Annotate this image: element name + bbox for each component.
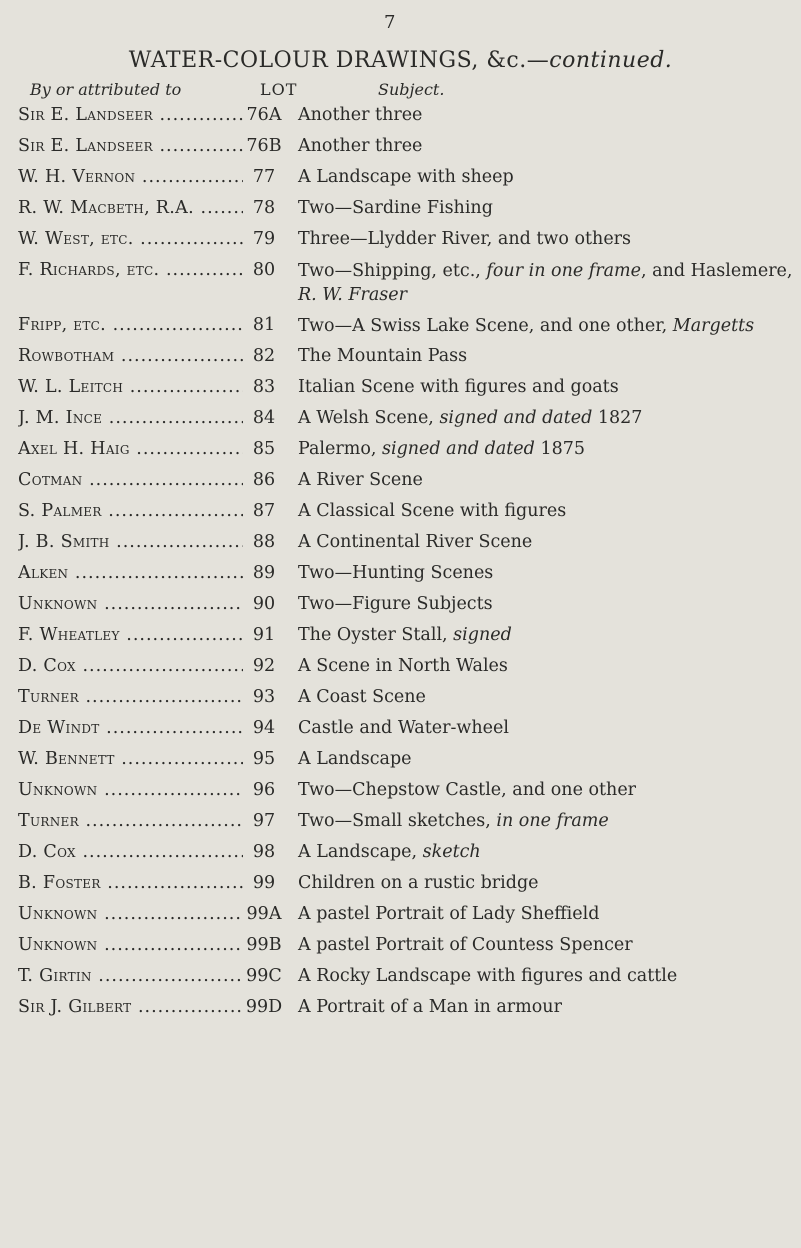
- lot-number: 91: [252, 625, 276, 645]
- lot-number: 86: [252, 470, 276, 490]
- column-headers: [0, 80, 801, 102]
- lot-number: 99D: [245, 997, 283, 1017]
- lot-artist: J. B. Smith .....: [18, 527, 243, 558]
- lot-subject: [298, 496, 793, 527]
- lot-artist: B. Foster .....: [18, 868, 243, 899]
- lot-row: [0, 465, 801, 496]
- lot-subject-text: A Classical Scene with figures: [298, 501, 567, 521]
- lot-number: 89: [252, 563, 276, 583]
- lot-row: [0, 713, 801, 744]
- lot-number: 90: [252, 594, 276, 614]
- lot-number: 99B: [246, 935, 282, 955]
- lot-number: 80: [252, 260, 276, 280]
- lot-number: 93: [252, 687, 276, 707]
- lot-subject-text: A River Scene: [298, 470, 423, 490]
- lot-subject: [298, 806, 793, 837]
- lot-subject-text: The Oyster Stall,: [298, 625, 454, 645]
- lot-subject-text: Two—Sardine Fishing: [298, 198, 493, 218]
- lot-artist: Unknown .....: [18, 775, 243, 806]
- lot-row: [0, 310, 801, 341]
- lot-subject-text: Two—Chepstow Castle, and one other: [298, 780, 637, 800]
- lot-subject-italic: signed and dated: [382, 439, 535, 459]
- lot-number: 88: [252, 532, 276, 552]
- lot-row: [0, 496, 801, 527]
- lot-subject-italic: sketch: [422, 842, 481, 862]
- lot-number: 98: [252, 842, 276, 862]
- lot-row: [0, 341, 801, 372]
- lot-number: 99C: [246, 966, 282, 986]
- lot-subject: [298, 992, 793, 1023]
- lot-artist: F. Richards, etc. .....: [18, 255, 243, 286]
- lot-subject-text: Another three: [298, 105, 423, 125]
- lot-subject: [298, 131, 793, 162]
- lot-row: [0, 992, 801, 1023]
- lot-row: [0, 806, 801, 837]
- catalogue-list: [0, 100, 801, 1023]
- lot-subject: [298, 899, 793, 930]
- lot-subject: [298, 930, 793, 961]
- lot-subject: [298, 341, 793, 372]
- lot-number: 83: [252, 377, 276, 397]
- lot-subject-italic: Margetts: [672, 316, 755, 336]
- lot-artist: Alken .....: [18, 558, 243, 589]
- lot-number: 81: [252, 315, 276, 335]
- lot-subject: [298, 620, 793, 651]
- lot-artist: W. H. Vernon .....: [18, 162, 243, 193]
- lot-subject-text: A Landscape,: [298, 842, 423, 862]
- lot-artist: D. Cox .....: [18, 837, 243, 868]
- column-header-lot: LOT: [260, 80, 298, 99]
- lot-subject: [298, 744, 793, 775]
- lot-subject-text: Two—Small sketches,: [298, 811, 497, 831]
- lot-row: [0, 527, 801, 558]
- lot-artist: T. Girtin .....: [18, 961, 243, 992]
- lot-subject-text: A pastel Portrait of Lady Sheffield: [298, 904, 600, 924]
- lot-subject: [298, 372, 793, 403]
- lot-subject-text: A Rocky Landscape with figures and cattle: [298, 966, 678, 986]
- lot-subject-text: Two—Hunting Scenes: [298, 563, 494, 583]
- lot-number: 77: [252, 167, 276, 187]
- lot-subject-italic: signed and dated: [439, 408, 593, 428]
- lot-artist: J. M. Ince .....: [18, 403, 243, 434]
- lot-subject: [298, 434, 793, 465]
- section-title: WATER-COLOUR DRAWINGS, &c.—: [128, 48, 550, 73]
- column-header-subject: Subject.: [378, 80, 445, 99]
- lot-row: [0, 899, 801, 930]
- lot-artist: W. L. Leitch .....: [18, 372, 243, 403]
- lot-subject-text: Two—A Swiss Lake Scene, and one other,: [298, 316, 673, 336]
- lot-number: 99A: [246, 904, 282, 924]
- lot-subject: [298, 837, 793, 868]
- lot-subject: [298, 100, 793, 131]
- lot-subject: [298, 255, 793, 310]
- lot-row: [0, 403, 801, 434]
- lot-row: [0, 744, 801, 775]
- lot-artist: Unknown .....: [18, 930, 243, 961]
- lot-subject-text: Two—Shipping, etc.,: [298, 261, 487, 281]
- lot-number: 79: [252, 229, 276, 249]
- lot-artist: Rowbotham .....: [18, 341, 243, 372]
- lot-row: [0, 255, 801, 310]
- lot-artist: Sir E. Landseer .....: [18, 131, 243, 162]
- lot-row: [0, 224, 801, 255]
- lot-subject: [298, 868, 793, 899]
- lot-artist: R. W. Macbeth, R.A. .....: [18, 193, 243, 224]
- lot-subject: [298, 682, 793, 713]
- lot-artist: De Windt .....: [18, 713, 243, 744]
- lot-artist: Cotman .....: [18, 465, 243, 496]
- lot-number: 99: [252, 873, 276, 893]
- lot-number: 84: [252, 408, 276, 428]
- lot-subject-italic: in one frame: [496, 811, 609, 831]
- lot-subject-text: Italian Scene with figures and goats: [298, 377, 619, 397]
- lot-row: [0, 620, 801, 651]
- lot-row: [0, 100, 801, 131]
- lot-subject-italic: signed: [453, 625, 512, 645]
- lot-artist: Axel H. Haig .....: [18, 434, 243, 465]
- lot-subject: [298, 310, 793, 341]
- lot-number: 78: [252, 198, 276, 218]
- lot-row: [0, 434, 801, 465]
- lot-subject: [298, 589, 793, 620]
- lot-subject: [298, 775, 793, 806]
- lot-subject: [298, 961, 793, 992]
- lot-subject-text: Two—Figure Subjects: [298, 594, 493, 614]
- lot-subject: [298, 193, 793, 224]
- lot-artist: Unknown .....: [18, 899, 243, 930]
- lot-subject-text: Three—Llydder River, and two others: [298, 229, 632, 249]
- lot-row: [0, 961, 801, 992]
- lot-subject-text: Another three: [298, 136, 423, 156]
- lot-row: [0, 162, 801, 193]
- lot-artist: Sir E. Landseer .....: [18, 100, 243, 131]
- lot-artist: Fripp, etc. .....: [18, 310, 243, 341]
- lot-subject-text: A pastel Portrait of Countess Spencer: [298, 935, 633, 955]
- lot-subject-italic: four in one frame: [486, 261, 642, 281]
- lot-subject-text: Palermo,: [298, 439, 382, 459]
- lot-row: [0, 930, 801, 961]
- lot-subject-text: , and Haslemere,: [641, 261, 793, 281]
- lot-artist: Turner .....: [18, 806, 243, 837]
- lot-subject-text: A Landscape with sheep: [298, 167, 514, 187]
- lot-number: 95: [252, 749, 276, 769]
- lot-subject: [298, 403, 793, 434]
- lot-subject: [298, 651, 793, 682]
- lot-row: [0, 193, 801, 224]
- lot-number: 94: [252, 718, 276, 738]
- lot-subject-text: A Portrait of a Man in armour: [298, 997, 562, 1017]
- lot-row: [0, 868, 801, 899]
- section-continued: continued.: [549, 48, 673, 73]
- section-heading: [0, 48, 801, 73]
- lot-subject: [298, 527, 793, 558]
- lot-number: 97: [252, 811, 276, 831]
- lot-row: [0, 651, 801, 682]
- lot-subject: [298, 465, 793, 496]
- lot-artist: D. Cox .....: [18, 651, 243, 682]
- lot-artist: Turner .....: [18, 682, 243, 713]
- lot-row: [0, 682, 801, 713]
- lot-row: [0, 837, 801, 868]
- lot-artist: W. West, etc. .....: [18, 224, 243, 255]
- lot-subject-text: The Mountain Pass: [298, 346, 468, 366]
- lot-number: 76B: [246, 136, 282, 156]
- lot-row: [0, 131, 801, 162]
- lot-subject-text: Castle and Water-wheel: [298, 718, 509, 738]
- lot-subject-text: A Welsh Scene,: [298, 408, 440, 428]
- lot-subject-italic: R. W. Fraser: [298, 285, 407, 305]
- lot-number: 92: [252, 656, 276, 676]
- lot-row: [0, 589, 801, 620]
- lot-row: [0, 775, 801, 806]
- lot-subject-text: A Continental River Scene: [298, 532, 533, 552]
- lot-artist: F. Wheatley .....: [18, 620, 243, 651]
- lot-subject-text: 1875: [534, 439, 585, 459]
- lot-row: [0, 558, 801, 589]
- lot-artist: Unknown .....: [18, 589, 243, 620]
- column-header-artist: By or attributed to: [30, 80, 182, 99]
- lot-subject: [298, 558, 793, 589]
- lot-number: 76A: [246, 105, 282, 125]
- lot-number: 82: [252, 346, 276, 366]
- lot-number: 85: [252, 439, 276, 459]
- page-number: 7: [384, 12, 396, 33]
- lot-subject-text: 1827: [592, 408, 643, 428]
- lot-subject: [298, 713, 793, 744]
- lot-subject: [298, 162, 793, 193]
- lot-subject-text: Children on a rustic bridge: [298, 873, 539, 893]
- lot-subject-text: A Coast Scene: [298, 687, 426, 707]
- lot-number: 87: [252, 501, 276, 521]
- lot-artist: W. Bennett .....: [18, 744, 243, 775]
- lot-subject: [298, 224, 793, 255]
- lot-number: 96: [252, 780, 276, 800]
- lot-artist: Sir J. Gilbert .....: [18, 992, 243, 1023]
- lot-subject-text: A Scene in North Wales: [298, 656, 508, 676]
- lot-row: [0, 372, 801, 403]
- lot-subject-text: A Landscape: [298, 749, 412, 769]
- lot-artist: S. Palmer .....: [18, 496, 243, 527]
